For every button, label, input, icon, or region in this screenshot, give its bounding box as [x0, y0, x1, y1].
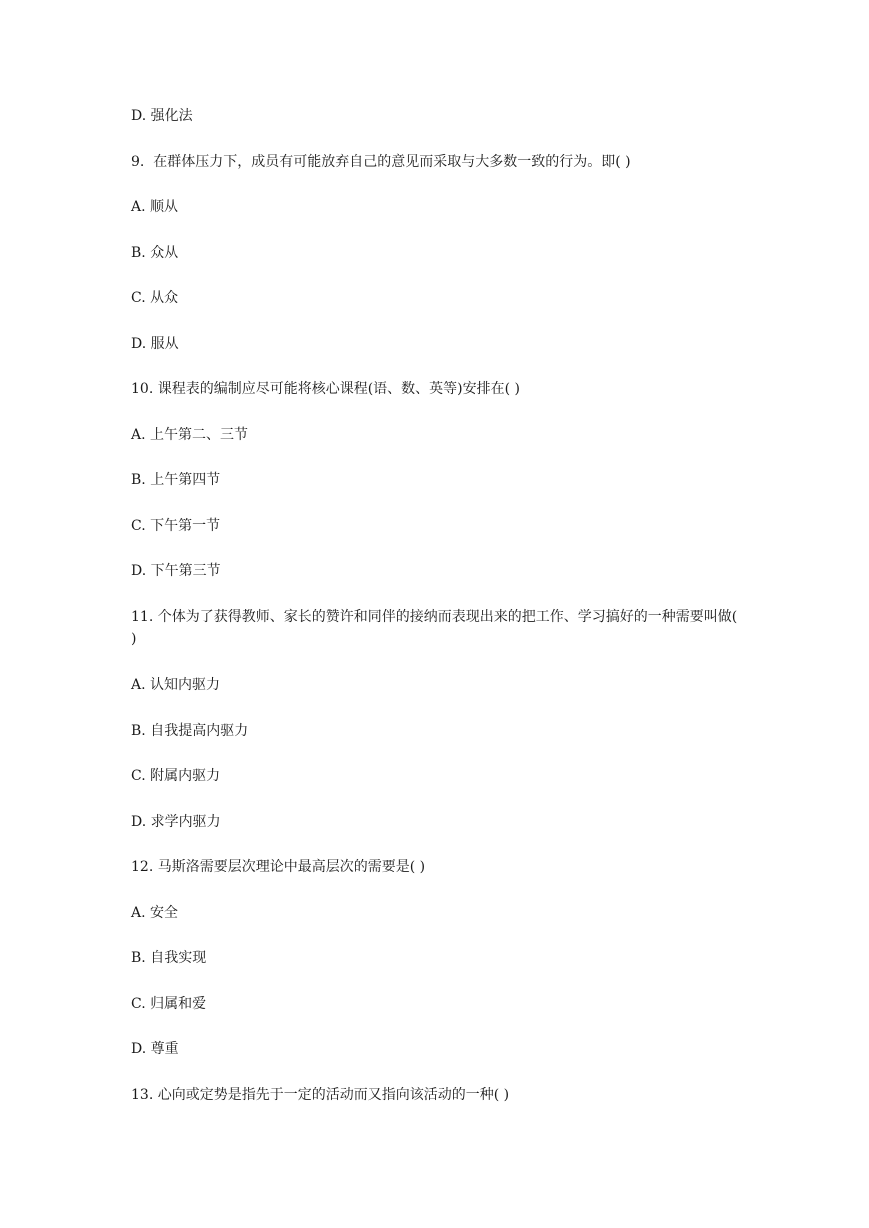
q10-option-a: A. 上午第二、三节	[131, 427, 249, 443]
q9-option-b: B. 众从	[131, 245, 179, 261]
q11-option-d: D. 求学内驱力	[131, 814, 221, 830]
q11-stem: 11. 个体为了获得教师、家长的赞许和同伴的接纳而表现出来的把工作、学习搞好的一种需要叫做( )	[131, 609, 742, 647]
q11-option-b: B. 自我提高内驱力	[131, 723, 249, 739]
q10-option-b: B. 上午第四节	[131, 472, 221, 488]
q13-stem: 13. 心向或定势是指先于一定的活动而又指向该活动的一种( )	[131, 1087, 510, 1103]
q11-option-a: A. 认知内驱力	[131, 677, 221, 693]
q10-stem: 10. 课程表的编制应尽可能将核心课程(语、数、英等)安排在( )	[131, 381, 521, 397]
q12-stem: 12. 马斯洛需要层次理论中最高层次的需要是( )	[131, 859, 426, 875]
q9-option-c: C. 从众	[131, 290, 179, 306]
q9-stem: 9. 在群体压力下，成员有可能放弃自己的意见而采取与大多数一致的行为。即( )	[131, 154, 631, 170]
q9-option-d: D. 服从	[131, 336, 179, 352]
q10-option-d: D. 下午第三节	[131, 563, 221, 579]
q12-option-b: B. 自我实现	[131, 950, 207, 966]
q8-option-d: D. 强化法	[131, 108, 193, 124]
q9-option-a: A. 顺从	[131, 199, 179, 215]
q12-option-c: C. 归属和爱	[131, 996, 207, 1012]
q12-option-a: A. 安全	[131, 905, 179, 921]
q12-option-d: D. 尊重	[131, 1041, 179, 1057]
q11-option-c: C. 附属内驱力	[131, 768, 221, 784]
q10-option-c: C. 下午第一节	[131, 518, 221, 534]
